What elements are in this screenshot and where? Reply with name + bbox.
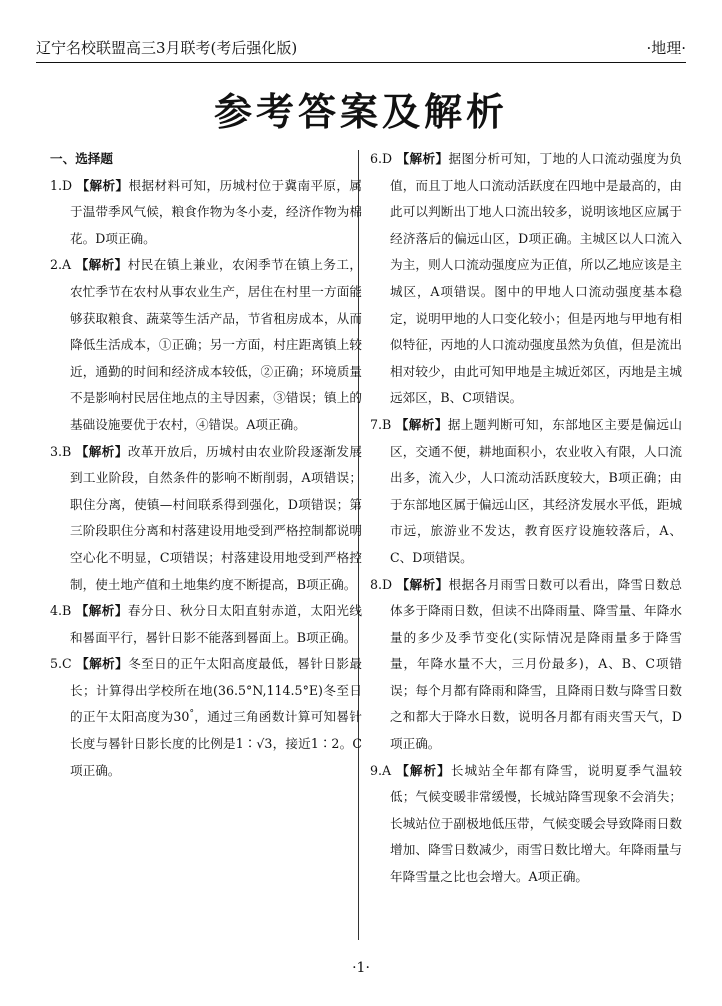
answer-text: 改革开放后，历城村由农业阶段逐渐发展到工业阶段，自然条件的影响不断削弱，A项错误；职住分离，使镇—村间联系得到强化，D项错误；第三阶段职住分离和村落建设用地受到严格控制都说明空心化不明显，C项错误；村落建设用地受到严格控制，使土地产值和土地集约度不断提高，B项正确。 bbox=[70, 443, 363, 592]
answer-number: 9.A bbox=[370, 762, 397, 778]
answer-item bbox=[370, 412, 682, 572]
answer-text: 根据材料可知，历城村位于冀南平原，属于温带季风气候，粮食作物为冬小麦，经济作物为棉花。D项正确。 bbox=[70, 177, 363, 246]
answer-text: 据图分析可知，丁地的人口流动强度为负值，而且丁地人口流动活跃度在四地中是最高的，由此可以判断出丁地人口流出较多，说明该地区应属于经济落后的偏远山区，D项正确。主城区以人口流入为主，则人口流动强度应为正值，所以乙地应该是主城区，A项错误。图中的甲地人口流动强度基本稳定，说明甲地的人口变化较小；但是丙地与甲地有相似特征，丙地的人口流动强度虽然为负值，但是流出相对较少，由此可知甲地是主城近郊区，丙地是主城远郊区，B、C项错误。 bbox=[390, 151, 683, 406]
analysis-tag: 【解析】 bbox=[75, 603, 128, 619]
answer-item bbox=[370, 758, 682, 891]
answer-text: 据上题判断可知，东部地区主要是偏远山区，交通不便，耕地面积小，农业收入有限，人口流出多，流入少，人口流动活跃度较大，B项正确；由于东部地区属于偏远山区，其经济发展水平低，距城市远，旅游业不发达，教育医疗设施较落后，A、C、D项错误。 bbox=[390, 416, 683, 565]
answer-text: 冬至日的正午太阳高度最低，晷针日影最长；计算得出学校所在地(36.5°N,114.5°E)冬至日的正午太阳高度为30°，通过三角函数计算可知晷针长度与晷针日影长度的比例是1∶√3，接近1∶2。C项正确。 bbox=[70, 656, 363, 778]
answer-number: 7.B bbox=[370, 416, 396, 432]
header-exam-name: 辽宁名校联盟高三3月联考(考后强化版) bbox=[36, 39, 298, 57]
answer-text: 根据各月雨雪日数可以看出，降雪日数总体多于降雨日数，但读不出降雨量、降雪量、年降水量的多少及季节变化(实际情况是降雨量多于降雪量，年降水量不大，三月份最多)，A、B、C项错误；每个月都有降雨和降雪，且降雨日数与降雪日数之和都大于降水日数，说明各月都有雨夹雪天气，D项正确。 bbox=[390, 576, 683, 752]
answer-item bbox=[50, 598, 362, 651]
answer-number: 5.C bbox=[50, 656, 77, 672]
answer-number: 8.D bbox=[370, 576, 397, 592]
answer-item bbox=[50, 651, 362, 784]
analysis-tag: 【解析】 bbox=[75, 257, 128, 273]
right-column bbox=[370, 146, 682, 891]
page-number: ·1· bbox=[352, 960, 370, 976]
analysis-tag: 【解析】 bbox=[396, 576, 449, 592]
header-subject: ·地理· bbox=[646, 39, 686, 57]
answer-item bbox=[370, 146, 682, 412]
answer-text: 长城站全年都有降雪，说明夏季气温较低；气候变暖非常缓慢，长城站降雪现象不会消失；长城站位于副极地低压带，气候变暖会导致降雨日数增加、降雪日数减少，雨雪日数比增大。年降雨量与年降雪量之比也会增大。A项正确。 bbox=[390, 762, 683, 885]
answer-item bbox=[50, 173, 362, 253]
answer-item bbox=[370, 572, 682, 758]
answer-number: 3.B bbox=[50, 443, 76, 459]
answer-text: 村民在镇上兼业，农闲季节在镇上务工，农忙季节在农村从事农业生产，居住在村里一方面能够获取粮食、蔬菜等生活产品，节省租房成本，从而降低生活成本，①正确；另一方面，村庄距离镇上较近，通勤的时间和经济成本较低，②正确；环境质量不是影响村民居住地点的主导因素，③错误；镇上的基础设施要优于农村，④错误。A项正确。 bbox=[70, 257, 363, 432]
analysis-tag: 【解析】 bbox=[396, 151, 449, 166]
analysis-tag: 【解析】 bbox=[75, 443, 128, 459]
answer-item bbox=[50, 252, 362, 438]
answer-number: 6.D bbox=[370, 151, 397, 166]
analysis-tag: 【解析】 bbox=[76, 656, 129, 672]
left-column bbox=[50, 146, 362, 784]
analysis-tag: 【解析】 bbox=[76, 177, 129, 193]
answer-text: 春分日、秋分日太阳直射赤道，太阳光线和晷面平行，晷针日影不能落到晷面上。B项正确。 bbox=[70, 603, 363, 645]
analysis-tag: 【解析】 bbox=[395, 416, 448, 432]
answer-item bbox=[50, 439, 362, 599]
answer-number: 4.B bbox=[50, 603, 76, 619]
header-rule bbox=[36, 62, 686, 63]
answer-number: 2.A bbox=[50, 257, 76, 273]
section-title: 一、选择题 bbox=[50, 151, 113, 166]
analysis-tag: 【解析】 bbox=[396, 762, 451, 778]
page-title: 参考答案及解析 bbox=[213, 90, 508, 134]
answer-number: 1.D bbox=[50, 177, 77, 193]
